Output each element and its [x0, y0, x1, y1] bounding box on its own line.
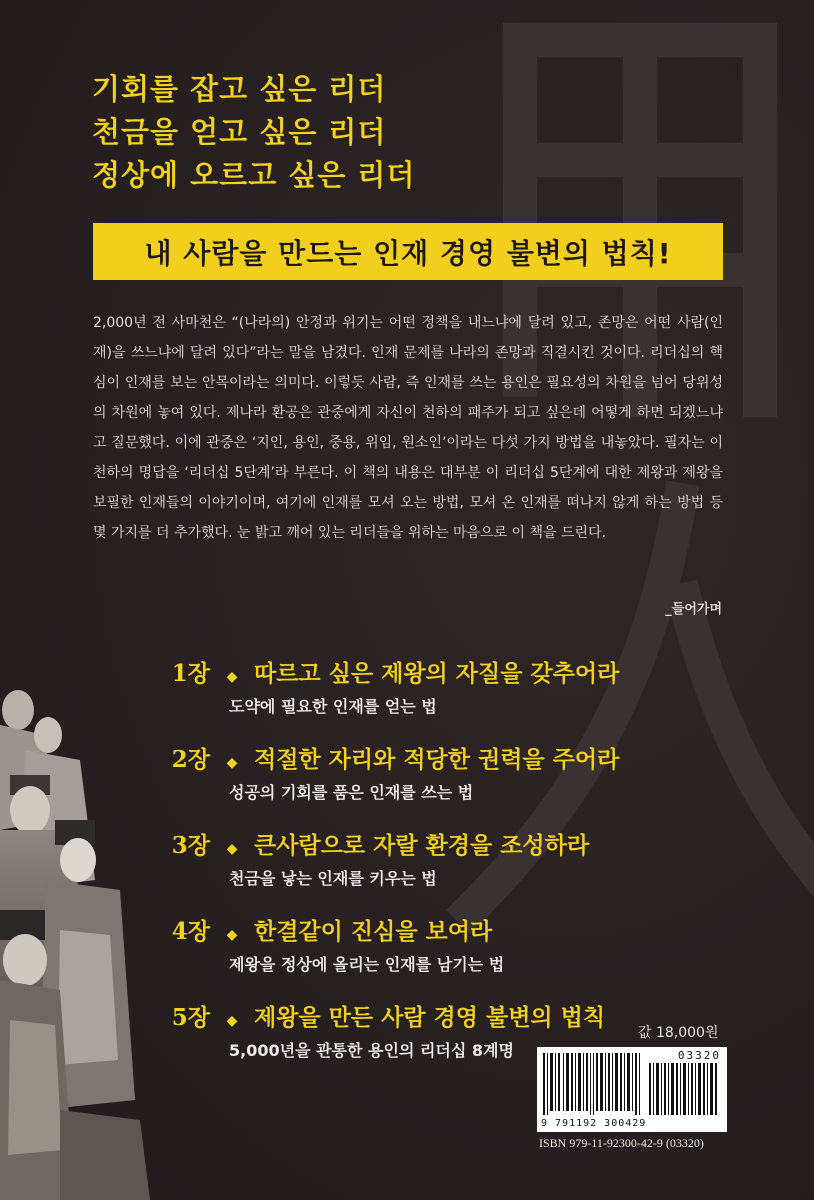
- diamond-bullet-icon: ◆: [226, 927, 238, 943]
- diamond-bullet-icon: ◆: [226, 755, 238, 771]
- price-label: 값 18,000원: [638, 1025, 719, 1041]
- chapter-subtitle: 제왕을 정상에 올리는 인재를 남기는 법: [229, 955, 505, 974]
- barcode-digits: 9 791192 300429: [541, 1118, 647, 1129]
- chapter-subtitle: 도약에 필요한 인재를 얻는 법: [229, 697, 437, 716]
- chapter-subtitle: 천금을 낳는 인재를 키우는 법: [229, 869, 437, 888]
- chapter-title: 제왕을 만든 사람 경영 불변의 법칙: [254, 1004, 606, 1031]
- tagline-banner: [93, 223, 723, 280]
- chapter-number: 1장: [171, 660, 210, 687]
- chapter-number: 4장: [171, 918, 210, 945]
- headline-line-1: 기회를 잡고 싶은 리더: [92, 72, 387, 106]
- isbn-text: ISBN 979-11-92300-42-9 (03320): [539, 1136, 704, 1150]
- headline-line-3: 정상에 오르고 싶은 리더: [92, 158, 416, 192]
- chapter-subtitle: 5,000년을 관통한 용인의 리더십 8계명: [229, 1041, 514, 1060]
- isbn-barcode: [537, 1047, 727, 1132]
- diamond-bullet-icon: ◆: [226, 1013, 238, 1029]
- barcode-addon-digits: 03320: [677, 1049, 721, 1062]
- chapter-number: 2장: [171, 746, 210, 773]
- intro-text: 2,000년 전 사마천은 “(나라의) 안정과 위기는 어떤 정책을 내느냐에 달려 있고, 존망은 어떤 사람(인재)을 쓰느냐에 달려 있다”라는 말을 남겼다. 인재 문제를 나라의 존망과 직결시킨 것이다. 리더십의 핵심이 인재를 보는 안목이라는 의미다. 이렇듯 사람, 즉 인재를 쓰는 용인은 필요성의 차원을 넘어 당위성의 차원에 놓여 있다. 제나라 환공은 관중에게 자신이 천하의 패주가 되고 싶은데 어떻게 하면 되겠느냐고 질문했다. 이에 관중은 ‘지인, 용인, 중용, 위임, 원소인’이라는 다섯 가지 방법을 내놓았다. 필자는 이 천하의 명답을 ‘리더십 5단계’라 부른다. 이 책의 내용은 대부분 이 리더십 5단계에 대한 제왕과 제왕을 보필한 인재들의 이야기이며, 여기에 인재를 모셔 오는 방법, 모셔 온 인재를 떠나지 않게 하는 방법 등 몇 가지를 더 추가했다. 눈 밝고 깨어 있는 리더들을 위하는 마음으로 이 책을 드린다.: [93, 315, 723, 541]
- intro-paragraph: [93, 308, 723, 548]
- diamond-bullet-icon: ◆: [226, 669, 238, 685]
- chapter-title-row: [150, 655, 710, 688]
- headline-line-2: 천금을 얻고 싶은 리더: [92, 115, 387, 149]
- chapter-title-row: [150, 741, 710, 774]
- chapter-item: [150, 827, 710, 913]
- chapter-list: [150, 655, 710, 1085]
- chapter-title: 따르고 싶은 제왕의 자질을 갖추어라: [254, 660, 620, 687]
- chapter-title-row: [150, 999, 710, 1032]
- chapter-subtitle: 성공의 기회를 품은 인재를 쓰는 법: [229, 783, 474, 802]
- tagline-text: 내 사람을 만드는 인재 경영 불변의 법칙!: [144, 236, 672, 270]
- chapter-item: [150, 741, 710, 827]
- chapter-number: 3장: [171, 832, 210, 859]
- chapter-number: 5장: [171, 1004, 210, 1031]
- chapter-item: [150, 913, 710, 999]
- chapter-item: [150, 655, 710, 741]
- headline: [92, 68, 415, 197]
- intro-signature: _들어가며: [665, 602, 722, 617]
- chapter-title: 적절한 자리와 적당한 권력을 주어라: [254, 746, 620, 773]
- chapter-title: 한결같이 진심을 보여라: [254, 918, 493, 945]
- diamond-bullet-icon: ◆: [226, 841, 238, 857]
- chapter-title-row: [150, 913, 710, 946]
- chapter-title-row: [150, 827, 710, 860]
- chapter-title: 큰사람으로 자랄 환경을 조성하라: [254, 832, 590, 859]
